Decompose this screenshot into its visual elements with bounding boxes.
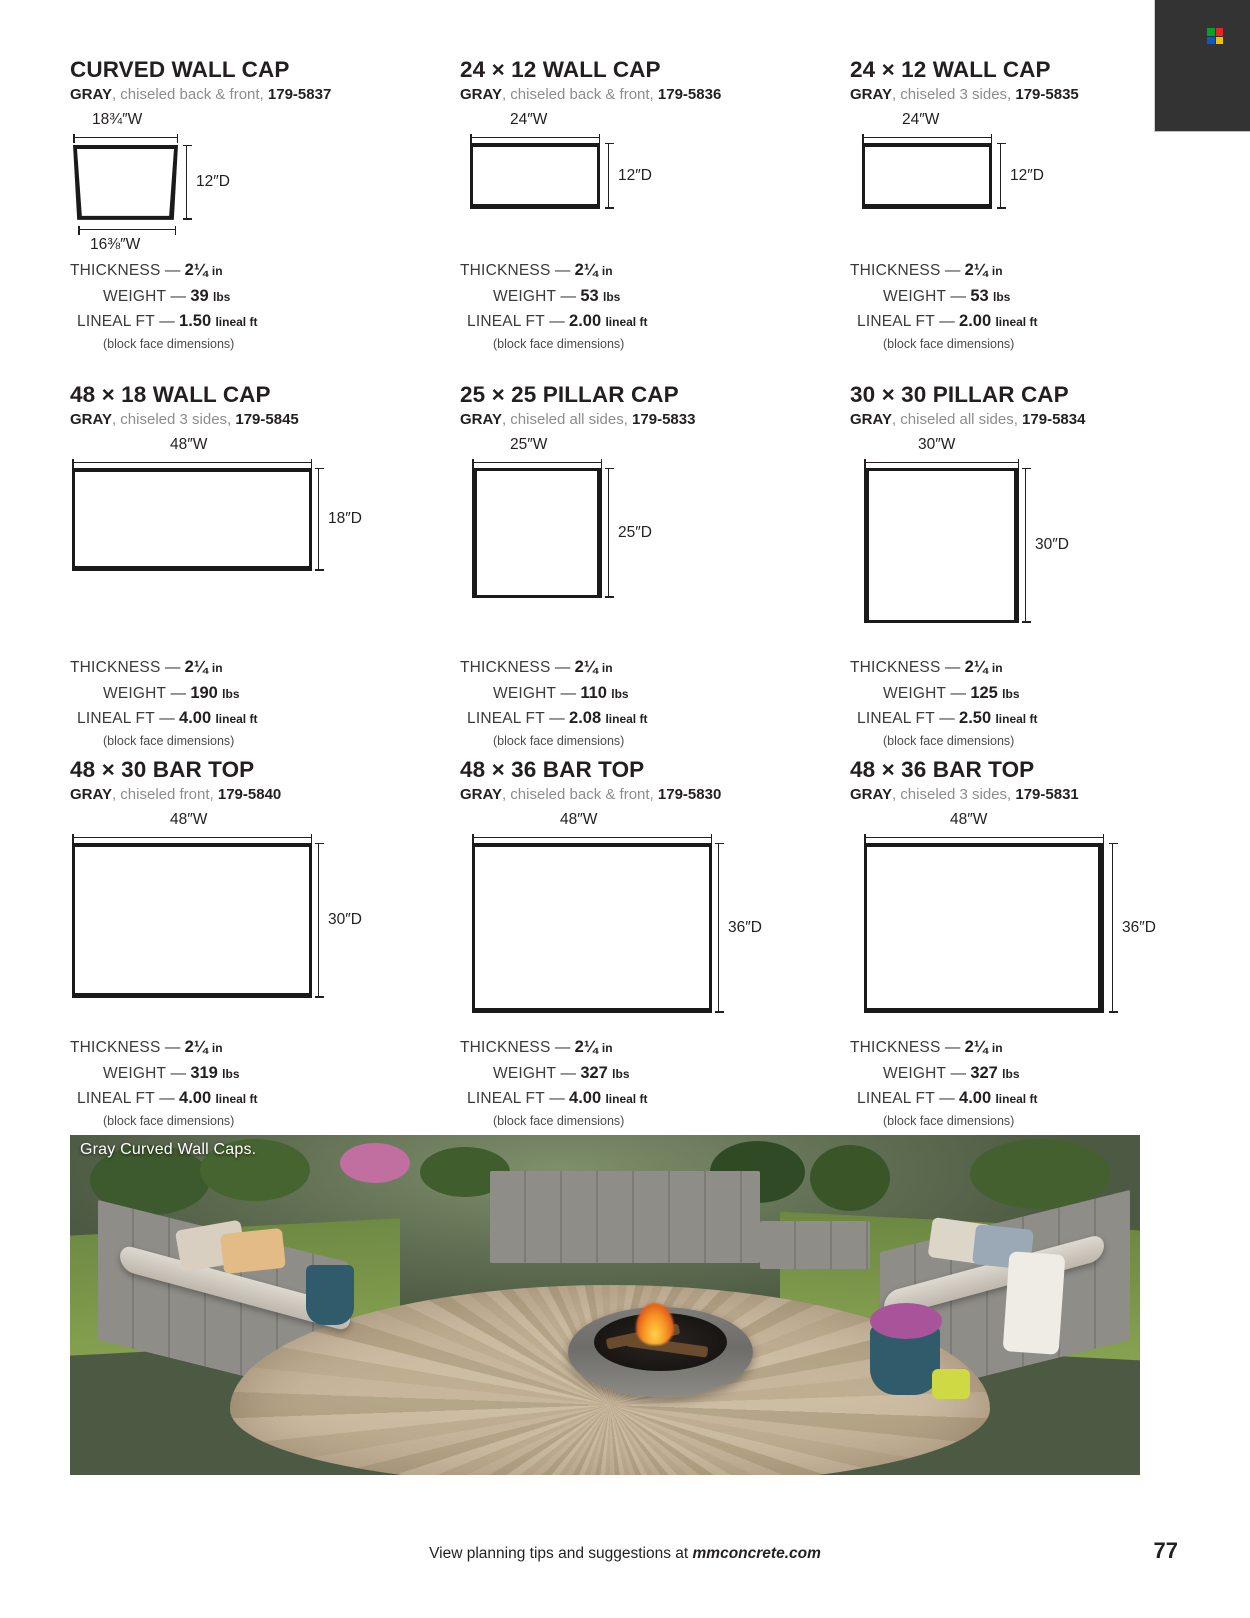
- product-card-48x18-wall-cap: [70, 383, 460, 758]
- spec-thickness-label: THICKNESS: [460, 1039, 551, 1056]
- spec-lineal: [850, 1086, 1037, 1112]
- spec-weight-value: 53: [580, 286, 599, 305]
- spec-lineal-value: 4.00: [959, 1089, 992, 1108]
- spec-weight-value: 53: [970, 286, 989, 305]
- product-specs: [70, 655, 257, 751]
- dim-line-right: [1000, 143, 1001, 209]
- product-sku: 179-5837: [267, 85, 332, 103]
- spec-thickness-label: THICKNESS: [460, 262, 551, 279]
- product-card-24x12-wall-cap-3-sides: [850, 58, 1130, 383]
- spec-lineal-value: 4.00: [569, 1089, 602, 1108]
- spec-lineal-label: LINEAL FT: [77, 1090, 155, 1108]
- spec-weight-label: WEIGHT: [493, 684, 557, 702]
- spec-note: (block face dimensions): [103, 1113, 235, 1128]
- spec-weight-label: WEIGHT: [883, 287, 947, 305]
- product-subtitle: [460, 411, 850, 428]
- spec-thickness-unit: in: [601, 661, 613, 675]
- product-color: GRAY: [460, 410, 502, 428]
- shape-face: [862, 143, 992, 209]
- office-logo-tab[interactable]: [1154, 0, 1250, 132]
- spec-note: (block face dimensions): [883, 733, 1015, 748]
- spec-dash: —: [170, 684, 187, 702]
- photo-retaining-wall-center: [490, 1171, 760, 1263]
- spec-weight-unit: lbs: [222, 686, 240, 701]
- product-sku: 179-5845: [235, 410, 299, 428]
- product-diagram: [460, 803, 850, 1053]
- spec-weight-unit: lbs: [611, 686, 629, 701]
- spec-lineal-unit: lineal ft: [605, 1092, 648, 1107]
- spec-dash: —: [939, 710, 955, 728]
- spec-weight-value: 125: [970, 683, 998, 702]
- office-logo-icon: [1207, 28, 1223, 44]
- product-specs: [460, 258, 647, 354]
- spec-thickness-unit: in: [211, 264, 223, 278]
- dim-label-top: 25″W: [510, 435, 548, 453]
- product-subtitle: [850, 86, 1130, 103]
- dim-line-right: [718, 843, 719, 1013]
- product-specs: [70, 258, 257, 354]
- photo-shrub: [970, 1139, 1110, 1209]
- dim-line-top: [472, 837, 712, 838]
- product-diagram: [850, 803, 1156, 1053]
- spec-dash: —: [549, 313, 565, 331]
- spec-weight: [70, 1061, 257, 1087]
- spec-lineal-label: LINEAL FT: [467, 313, 545, 331]
- spec-dash: —: [554, 262, 571, 279]
- dim-line-right: [318, 843, 319, 998]
- spec-dash: —: [560, 1064, 577, 1082]
- spec-note: (block face dimensions): [883, 1113, 1015, 1128]
- spec-lineal: [70, 706, 257, 732]
- spec-thickness-unit: in: [211, 661, 223, 675]
- product-subtitle: [460, 86, 850, 103]
- shape-face: [864, 468, 1019, 623]
- spec-weight-label: WEIGHT: [883, 1064, 947, 1082]
- dim-line-bottom: [78, 229, 176, 230]
- product-color: GRAY: [850, 85, 892, 103]
- spec-dash: —: [549, 1090, 565, 1108]
- spec-thickness-label: THICKNESS: [460, 659, 551, 676]
- spec-thickness-unit: in: [991, 661, 1003, 675]
- spec-dash: —: [159, 313, 175, 331]
- spec-dash: —: [164, 659, 181, 676]
- product-title: 48 × 30 BAR TOP: [70, 757, 255, 782]
- spec-lineal-value: 2.00: [959, 312, 992, 331]
- spec-weight-value: 327: [580, 1063, 608, 1082]
- product-grid: [70, 57, 1156, 1138]
- spec-lineal-label: LINEAL FT: [467, 710, 545, 728]
- product-title: 30 × 30 PILLAR CAP: [850, 382, 1069, 407]
- dim-label-right: 12″D: [196, 172, 230, 190]
- spec-thickness-value: 2¼: [964, 1038, 988, 1056]
- product-specs: [850, 1035, 1037, 1131]
- spec-dash: —: [560, 684, 577, 702]
- dim-line-right: [1112, 843, 1113, 1013]
- spec-thickness-value: 2¼: [184, 658, 208, 676]
- spec-dash: —: [939, 1090, 955, 1108]
- spec-thickness: [850, 655, 1037, 681]
- product-finish: , chiseled all sides,: [501, 410, 633, 428]
- dim-label-right: 25″D: [618, 523, 652, 541]
- spec-weight: [70, 284, 257, 310]
- spec-lineal-label: LINEAL FT: [77, 710, 155, 728]
- spec-weight: [460, 1061, 647, 1087]
- dim-line-top: [470, 137, 600, 138]
- spec-lineal-value: 4.00: [179, 709, 212, 728]
- product-specs: [70, 1035, 257, 1131]
- product-diagram: [460, 428, 850, 678]
- spec-weight-label: WEIGHT: [103, 287, 167, 305]
- spec-weight-unit: lbs: [1002, 686, 1020, 701]
- spec-thickness-label: THICKNESS: [70, 659, 161, 676]
- product-sku: 179-5835: [1015, 85, 1079, 103]
- product-card-24x12-wall-cap-back-front: [460, 58, 850, 383]
- product-subtitle: [850, 786, 1130, 803]
- product-specs: [460, 655, 647, 751]
- spec-dash: —: [164, 1039, 181, 1056]
- spec-lineal-unit: lineal ft: [995, 1092, 1038, 1107]
- shape-face: [72, 468, 312, 571]
- spec-weight-label: WEIGHT: [883, 684, 947, 702]
- spec-weight-value: 327: [970, 1063, 998, 1082]
- photo-potted-plant: [306, 1265, 354, 1325]
- shape-face: [864, 843, 1104, 1013]
- spec-lineal-unit: lineal ft: [215, 1092, 258, 1107]
- spec-lineal-unit: lineal ft: [215, 315, 258, 330]
- dim-line-right: [186, 145, 187, 220]
- spec-thickness-unit: in: [991, 264, 1003, 278]
- spec-weight-value: 190: [190, 683, 218, 702]
- dim-label-top: 48″W: [170, 435, 208, 453]
- product-sku: 179-5833: [632, 410, 696, 428]
- product-finish: , chiseled front,: [111, 785, 218, 803]
- dim-line-top: [862, 137, 992, 138]
- spec-lineal-unit: lineal ft: [215, 712, 258, 727]
- product-sku: 179-5830: [657, 785, 722, 803]
- dim-line-top: [472, 462, 602, 463]
- spec-lineal-label: LINEAL FT: [467, 1090, 545, 1108]
- product-sku: 179-5836: [657, 85, 722, 103]
- spec-lineal: [70, 309, 257, 335]
- dim-line-right: [1025, 468, 1026, 623]
- product-subtitle: [70, 86, 460, 103]
- page-number: 77: [1153, 1538, 1178, 1563]
- spec-weight-unit: lbs: [222, 1066, 240, 1081]
- product-subtitle: [70, 786, 460, 803]
- footer-website[interactable]: mmconcrete.com: [692, 1545, 821, 1562]
- product-title: 25 × 25 PILLAR CAP: [460, 382, 679, 407]
- spec-lineal-value: 1.50: [179, 312, 212, 331]
- dim-label-right: 12″D: [1010, 166, 1044, 184]
- product-diagram: [70, 103, 460, 283]
- dim-label-right: 12″D: [618, 166, 652, 184]
- spec-dash: —: [554, 1039, 571, 1056]
- spec-weight: [850, 681, 1037, 707]
- spec-thickness-unit: in: [211, 1041, 223, 1055]
- spec-weight-label: WEIGHT: [103, 1064, 167, 1082]
- spec-thickness-value: 2¼: [964, 261, 988, 279]
- dim-line-right: [608, 143, 609, 209]
- spec-dash: —: [950, 684, 967, 702]
- spec-dash: —: [939, 313, 955, 331]
- spec-weight-value: 39: [190, 286, 209, 305]
- spec-weight: [460, 681, 647, 707]
- spec-note: (block face dimensions): [493, 1113, 625, 1128]
- spec-dash: —: [944, 1039, 961, 1056]
- spec-thickness-label: THICKNESS: [850, 659, 941, 676]
- spec-thickness-unit: in: [601, 1041, 613, 1055]
- spec-lineal: [460, 1086, 647, 1112]
- product-title: 48 × 36 BAR TOP: [850, 757, 1035, 782]
- product-color: GRAY: [70, 785, 112, 803]
- product-finish: , chiseled all sides,: [891, 410, 1023, 428]
- dim-line-top: [864, 462, 1019, 463]
- spec-dash: —: [164, 262, 181, 279]
- footer: [0, 1545, 1250, 1563]
- spec-lineal-unit: lineal ft: [605, 712, 648, 727]
- product-title: 48 × 18 WALL CAP: [70, 382, 271, 407]
- photo-watering-can: [932, 1369, 970, 1399]
- dim-line-right: [318, 468, 319, 571]
- spec-dash: —: [950, 1064, 967, 1082]
- dim-label-top: 48″W: [560, 810, 598, 828]
- spec-weight-value: 319: [190, 1063, 218, 1082]
- spec-lineal: [850, 706, 1037, 732]
- spec-thickness: [70, 1035, 257, 1061]
- dim-label-top: 24″W: [902, 110, 940, 128]
- spec-thickness-value: 2¼: [574, 261, 598, 279]
- spec-note: (block face dimensions): [883, 336, 1015, 351]
- spec-thickness-label: THICKNESS: [70, 262, 161, 279]
- dim-label-top: 24″W: [510, 110, 548, 128]
- product-finish: , chiseled 3 sides,: [891, 785, 1016, 803]
- spec-lineal: [460, 309, 647, 335]
- dim-line-top: [72, 837, 312, 838]
- spec-lineal: [460, 706, 647, 732]
- dim-label-right: 36″D: [728, 918, 762, 936]
- spec-weight: [850, 1061, 1037, 1087]
- spec-weight: [460, 284, 647, 310]
- spec-thickness-label: THICKNESS: [70, 1039, 161, 1056]
- dim-label-top: 48″W: [170, 810, 208, 828]
- spec-weight-unit: lbs: [612, 1066, 630, 1081]
- dim-label-top: 18¾″W: [92, 110, 143, 128]
- product-card-30x30-pillar-cap: [850, 383, 1130, 758]
- photo-pillow: [220, 1228, 286, 1274]
- dim-line-right: [608, 468, 609, 598]
- spec-dash: —: [170, 287, 187, 305]
- product-card-48x36-bar-top-back-front: [460, 758, 850, 1138]
- spec-weight-label: WEIGHT: [493, 1064, 557, 1082]
- product-finish: , chiseled 3 sides,: [891, 85, 1016, 103]
- spec-thickness-value: 2¼: [964, 658, 988, 676]
- product-color: GRAY: [70, 85, 112, 103]
- dim-label-bottom: 16⅜″W: [90, 235, 141, 253]
- spec-thickness-value: 2¼: [574, 1038, 598, 1056]
- dim-line-top: [73, 137, 178, 138]
- shape-face: [472, 843, 712, 1013]
- spec-lineal-unit: lineal ft: [995, 315, 1038, 330]
- spec-dash: —: [944, 659, 961, 676]
- product-subtitle: [70, 411, 460, 428]
- dim-label-top: 30″W: [918, 435, 956, 453]
- shape-face: [472, 468, 602, 598]
- spec-dash: —: [159, 1090, 175, 1108]
- spec-lineal-label: LINEAL FT: [857, 313, 935, 331]
- product-specs: [850, 258, 1037, 354]
- spec-thickness-label: THICKNESS: [850, 262, 941, 279]
- spec-lineal: [850, 309, 1037, 335]
- spec-weight-label: WEIGHT: [103, 684, 167, 702]
- dim-label-top: 48″W: [950, 810, 988, 828]
- product-subtitle: [460, 786, 850, 803]
- product-card-25x25-pillar-cap: [460, 383, 850, 758]
- spec-lineal-value: 4.00: [179, 1089, 212, 1108]
- spec-lineal-unit: lineal ft: [995, 712, 1038, 727]
- spec-lineal: [70, 1086, 257, 1112]
- photo-throw-blanket: [1003, 1251, 1066, 1355]
- spec-thickness-value: 2¼: [184, 261, 208, 279]
- photo-flowers: [340, 1143, 410, 1183]
- product-color: GRAY: [460, 85, 502, 103]
- dim-line-top: [864, 837, 1104, 838]
- product-card-48x36-bar-top-3-sides: [850, 757, 1156, 1138]
- photo-shrub: [810, 1145, 890, 1211]
- spec-note: (block face dimensions): [103, 336, 235, 351]
- spec-dash: —: [950, 287, 967, 305]
- spec-dash: —: [170, 1064, 187, 1082]
- product-diagram: [850, 103, 1130, 283]
- dim-label-right: 30″D: [328, 910, 362, 928]
- spec-note: (block face dimensions): [493, 336, 625, 351]
- photo-flame: [636, 1303, 674, 1345]
- product-title: 24 × 12 WALL CAP: [850, 57, 1051, 82]
- spec-thickness: [850, 1035, 1037, 1061]
- photo-flowers: [870, 1303, 942, 1339]
- footer-text: View planning tips and suggestions at: [429, 1545, 693, 1562]
- spec-thickness-unit: in: [991, 1041, 1003, 1055]
- product-diagram: [460, 103, 850, 283]
- spec-lineal-value: 2.50: [959, 709, 992, 728]
- product-sku: 179-5834: [1022, 410, 1086, 428]
- product-finish: , chiseled back & front,: [501, 85, 658, 103]
- spec-note: (block face dimensions): [103, 733, 235, 748]
- dim-label-right: 30″D: [1035, 535, 1069, 553]
- spec-thickness: [70, 258, 257, 284]
- product-row: [70, 383, 1130, 758]
- spec-weight: [70, 681, 257, 707]
- product-color: GRAY: [850, 410, 892, 428]
- spec-thickness-label: THICKNESS: [850, 1039, 941, 1056]
- spec-weight-unit: lbs: [603, 289, 621, 304]
- product-title: CURVED WALL CAP: [70, 57, 290, 82]
- product-finish: , chiseled 3 sides,: [111, 410, 236, 428]
- shape-face: [470, 143, 600, 209]
- product-color: GRAY: [850, 785, 892, 803]
- product-finish: , chiseled back & front,: [501, 785, 658, 803]
- spec-lineal-label: LINEAL FT: [77, 313, 155, 331]
- spec-dash: —: [159, 710, 175, 728]
- spec-dash: —: [560, 287, 577, 305]
- product-specs: [850, 655, 1037, 751]
- spec-thickness: [460, 258, 647, 284]
- product-card-48x30-bar-top: [70, 758, 460, 1138]
- spec-lineal-value: 2.00: [569, 312, 602, 331]
- spec-thickness: [460, 655, 647, 681]
- product-card-curved-wall-cap: [70, 58, 460, 383]
- product-color: GRAY: [70, 410, 112, 428]
- spec-dash: —: [549, 710, 565, 728]
- product-diagram: [850, 428, 1130, 678]
- spec-lineal-label: LINEAL FT: [857, 710, 935, 728]
- spec-note: (block face dimensions): [493, 733, 625, 748]
- spec-weight-unit: lbs: [993, 289, 1011, 304]
- spec-thickness-value: 2¼: [574, 658, 598, 676]
- product-title: 24 × 12 WALL CAP: [460, 57, 661, 82]
- spec-lineal-value: 2.08: [569, 709, 602, 728]
- spec-weight: [850, 284, 1037, 310]
- spec-weight-label: WEIGHT: [493, 287, 557, 305]
- spec-weight-unit: lbs: [1002, 1066, 1020, 1081]
- spec-thickness: [70, 655, 257, 681]
- spec-thickness: [850, 258, 1037, 284]
- photo-caption: Gray Curved Wall Caps.: [80, 1141, 257, 1158]
- dim-label-right: 36″D: [1122, 918, 1156, 936]
- product-row: [70, 58, 1130, 383]
- lifestyle-photo: [70, 1135, 1140, 1475]
- spec-dash: —: [554, 659, 571, 676]
- product-sku: 179-5831: [1015, 785, 1079, 803]
- spec-thickness-value: 2¼: [184, 1038, 208, 1056]
- product-diagram: [70, 803, 460, 1053]
- dim-line-top: [72, 462, 312, 463]
- product-row: [70, 757, 1156, 1138]
- product-diagram: [70, 428, 460, 678]
- shape-face: [72, 843, 312, 998]
- product-sku: 179-5840: [217, 785, 282, 803]
- product-specs: [460, 1035, 647, 1131]
- spec-weight-value: 110: [580, 683, 607, 702]
- product-title: 48 × 36 BAR TOP: [460, 757, 645, 782]
- dim-label-right: 18″D: [328, 509, 362, 527]
- photo-planter-wall: [760, 1221, 870, 1269]
- spec-lineal-unit: lineal ft: [605, 315, 648, 330]
- product-subtitle: [850, 411, 1130, 428]
- product-color: GRAY: [460, 785, 502, 803]
- shape-face: [77, 149, 174, 216]
- spec-lineal-label: LINEAL FT: [857, 1090, 935, 1108]
- product-finish: , chiseled back & front,: [111, 85, 268, 103]
- spec-dash: —: [944, 262, 961, 279]
- spec-thickness-unit: in: [601, 264, 613, 278]
- spec-thickness: [460, 1035, 647, 1061]
- spec-weight-unit: lbs: [213, 289, 231, 304]
